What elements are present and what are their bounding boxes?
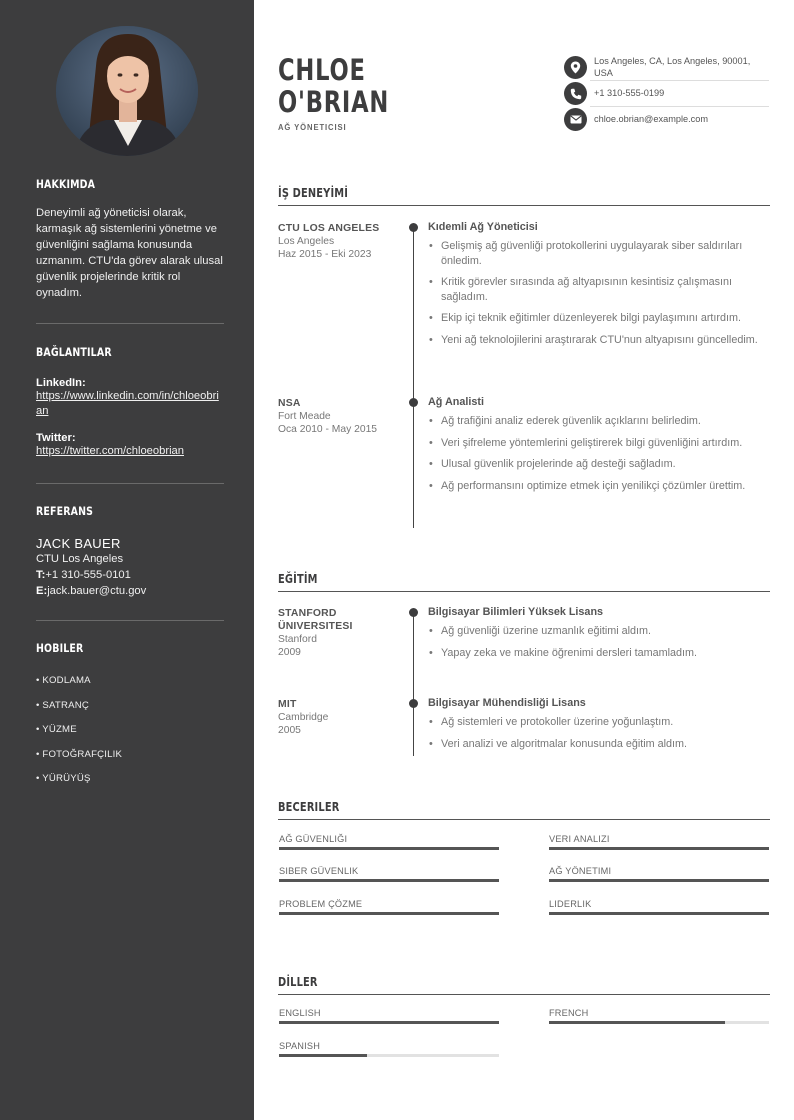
education-bullet: • Veri analizi ve algoritmalar konusunda eğitim aldım. xyxy=(428,737,770,752)
contact-email-text[interactable]: chloe.obrian@example.com xyxy=(594,113,709,124)
hobby-item: • FOTOĞRAFÇILIK xyxy=(36,748,123,760)
contact-address-text: Los Angeles, CA, Los Angeles, 90001, USA xyxy=(594,56,751,78)
experience-entry-details xyxy=(428,221,770,355)
education-entry-details xyxy=(428,697,770,758)
education-bullet: • Ağ güvenliği üzerine uzmanlık eğitimi aldım. xyxy=(428,624,770,639)
links-title: BAĞLANTILAR xyxy=(36,345,112,359)
profile-photo xyxy=(56,26,198,156)
education-degree: Bilgisayar Bilimleri Yüksek Lisans xyxy=(428,606,604,618)
sidebar-divider xyxy=(36,483,224,484)
language-bar xyxy=(549,1021,769,1024)
experience-location: Los Angeles xyxy=(278,236,335,247)
reference-title: REFERANS xyxy=(36,504,94,518)
skill-bar-fill xyxy=(549,912,769,915)
reference-email xyxy=(36,583,224,599)
language-label: FRENCH xyxy=(549,1008,589,1018)
education-entry-meta xyxy=(278,607,368,659)
full-name xyxy=(278,54,389,118)
hobbies-title: HOBILER xyxy=(36,641,84,655)
link-linkedin-label: LinkedIn: xyxy=(36,377,86,389)
education-bullets xyxy=(428,715,770,751)
language-bar xyxy=(279,1021,499,1024)
languages-title: DİLLER xyxy=(278,975,318,989)
skill-label: PROBLEM ÇÖZME xyxy=(279,899,363,909)
skill-item xyxy=(549,866,769,882)
education-title: EĞİTİM xyxy=(278,572,318,586)
education-dates: 2009 xyxy=(278,647,301,658)
reference-email-value: jack.bauer@ctu.gov xyxy=(47,585,147,597)
experience-bullets xyxy=(428,414,770,494)
experience-bullet: • Ağ trafiğini analiz ederek güvenlik açıklarını belirledim. xyxy=(428,414,770,429)
skill-label: AĞ YÖNETIMI xyxy=(549,866,612,876)
education-degree: Bilgisayar Mühendisliği Lisans xyxy=(428,697,586,709)
hobbies-section xyxy=(36,641,224,798)
hobby-item: • KODLAMA xyxy=(36,675,91,686)
experience-entry-details xyxy=(428,396,770,501)
language-bar xyxy=(279,1054,499,1057)
education-dates: 2005 xyxy=(278,725,301,736)
contact-divider xyxy=(590,106,769,107)
phone-icon xyxy=(564,82,587,105)
language-item xyxy=(279,1041,499,1057)
skill-bar xyxy=(279,879,499,882)
skill-bar xyxy=(549,879,769,882)
job-title: AĞ YÖNETICISI xyxy=(278,122,347,132)
skill-label: AĞ GÜVENLIĞI xyxy=(279,834,348,844)
skill-item xyxy=(279,866,499,882)
skills-title: BECERILER xyxy=(278,800,340,814)
envelope-icon xyxy=(564,108,587,131)
skill-bar xyxy=(549,847,769,850)
profile-photo-illustration xyxy=(56,26,198,156)
skill-bar-fill xyxy=(279,879,499,882)
education-bullets xyxy=(428,624,770,660)
link-twitter xyxy=(36,432,224,459)
education-entry-details xyxy=(428,606,770,667)
sidebar-divider xyxy=(36,620,224,621)
language-bar-fill xyxy=(549,1021,725,1024)
skill-item xyxy=(549,899,769,915)
skill-label: SIBER GÜVENLIK xyxy=(279,866,359,876)
section-rule xyxy=(278,591,770,592)
hobby-item: • YÜRÜYÜŞ xyxy=(36,773,91,785)
contact-address xyxy=(564,56,769,79)
location-pin-icon xyxy=(564,56,587,79)
links-section xyxy=(36,345,224,459)
language-label: ENGLISH xyxy=(279,1008,321,1018)
experience-bullet: • Ulusal güvenlik projelerinde ağ desteği sağladım. xyxy=(428,457,770,472)
link-twitter-label: Twitter: xyxy=(36,432,76,444)
link-twitter-url[interactable]: https://twitter.com/chloeobrian xyxy=(36,445,184,457)
skill-label: LIDERLIK xyxy=(549,899,592,909)
experience-location: Fort Meade xyxy=(278,411,331,422)
link-linkedin xyxy=(36,377,224,418)
skill-bar-fill xyxy=(279,847,499,850)
experience-entry-meta xyxy=(278,222,398,261)
experience-bullets xyxy=(428,239,770,348)
experience-bullet: • Ekip içi teknik eğitimler düzenleyerek bilgi paylaşımını artırdım. xyxy=(428,311,770,326)
experience-role: Ağ Analisti xyxy=(428,396,484,408)
hobby-item: • SATRANÇ xyxy=(36,699,89,711)
education-location: Cambridge xyxy=(278,712,329,723)
education-bullet: • Yapay zeka ve makine öğrenimi dersleri tamamladım. xyxy=(428,646,770,661)
education-entry-meta xyxy=(278,698,398,737)
reference-phone xyxy=(36,567,224,583)
experience-bullet: • Kritik görevler sırasında ağ altyapısının kesintisiz çalışmasını sağladım. xyxy=(428,275,770,304)
experience-org: NSA xyxy=(278,398,301,409)
experience-bullet: • Veri şifreleme yöntemlerini geliştirerek bilgi güvenliğini artırdım. xyxy=(428,436,770,451)
contact-phone-text: +1 310-555-0199 xyxy=(594,87,665,98)
skill-item xyxy=(279,834,499,850)
section-rule xyxy=(278,205,770,206)
timeline-dot xyxy=(409,608,418,617)
skill-bar xyxy=(279,912,499,915)
contact-email xyxy=(564,108,769,131)
timeline-dot xyxy=(409,223,418,232)
skill-bar xyxy=(549,912,769,915)
timeline-dot xyxy=(409,398,418,407)
sidebar xyxy=(0,0,254,1120)
section-rule xyxy=(278,994,770,995)
language-bar-fill xyxy=(279,1054,367,1057)
education-bullet: • Ağ sistemleri ve protokoller üzerine yoğunlaştım. xyxy=(428,715,770,730)
skill-bar-fill xyxy=(549,879,769,882)
education-org: MIT xyxy=(278,699,297,710)
about-section xyxy=(36,177,224,301)
experience-bullet: • Yeni ağ teknolojilerini araştırarak CTU'nun altyapısını güncelledim. xyxy=(428,333,770,348)
reference-company: CTU Los Angeles xyxy=(36,553,124,565)
education-org: STANFORD ÜNIVERSITESI xyxy=(278,608,353,632)
reference-name: JACK BAUER xyxy=(36,536,121,551)
language-item xyxy=(549,1008,769,1024)
reference-phone-value: +1 310-555-0101 xyxy=(45,569,131,581)
language-bar-fill xyxy=(279,1021,499,1024)
education-timeline xyxy=(413,613,414,756)
skill-item xyxy=(549,834,769,850)
reference-email-label: E: xyxy=(36,585,48,597)
experience-bullet: • Gelişmiş ağ güvenliği protokollerini uygulayarak siber saldırıları önledim. xyxy=(428,239,770,268)
timeline-dot xyxy=(409,699,418,708)
hobby-item: • YÜZME xyxy=(36,724,77,736)
experience-entry-meta xyxy=(278,397,398,436)
experience-dates: Haz 2015 - Eki 2023 xyxy=(278,249,372,260)
hobbies-list xyxy=(36,675,224,798)
about-title: HAKKIMDA xyxy=(36,177,96,191)
language-label: SPANISH xyxy=(279,1041,321,1051)
sidebar-divider xyxy=(36,323,224,324)
experience-org: CTU LOS ANGELES xyxy=(278,223,380,234)
last-name: O'BRIAN xyxy=(278,85,390,119)
experience-dates: Oca 2010 - May 2015 xyxy=(278,424,378,435)
experience-title: İŞ DENEYİMİ xyxy=(278,186,349,200)
reference-section xyxy=(36,504,224,599)
experience-timeline xyxy=(413,228,414,528)
skill-bar-fill xyxy=(279,912,499,915)
skill-bar-fill xyxy=(549,847,769,850)
link-linkedin-url[interactable]: https://www.linkedin.com/in/chloeobrian xyxy=(36,390,219,417)
contact-phone xyxy=(564,82,769,105)
experience-bullet: • Ağ performansını optimize etmek için yenilikçi çözümler ürettim. xyxy=(428,479,770,494)
section-rule xyxy=(278,819,770,820)
experience-role: Kıdemli Ağ Yöneticisi xyxy=(428,221,538,233)
about-text: Deneyimli ağ yöneticisi olarak, karmaşık ağ sistemlerini yönetme ve güvenliğini sağlama konusunda uzmanım. CTU'da görev alarak ulusal güvenlik projelerinde kritik rol oynadım. xyxy=(36,207,223,299)
contact-divider xyxy=(590,80,769,81)
first-name: CHLOE xyxy=(278,53,366,87)
skill-label: VERI ANALIZI xyxy=(549,834,610,844)
skill-item xyxy=(279,899,499,915)
reference-phone-label: T: xyxy=(36,569,46,581)
skill-bar xyxy=(279,847,499,850)
education-location: Stanford xyxy=(278,634,317,645)
language-item xyxy=(279,1008,499,1024)
